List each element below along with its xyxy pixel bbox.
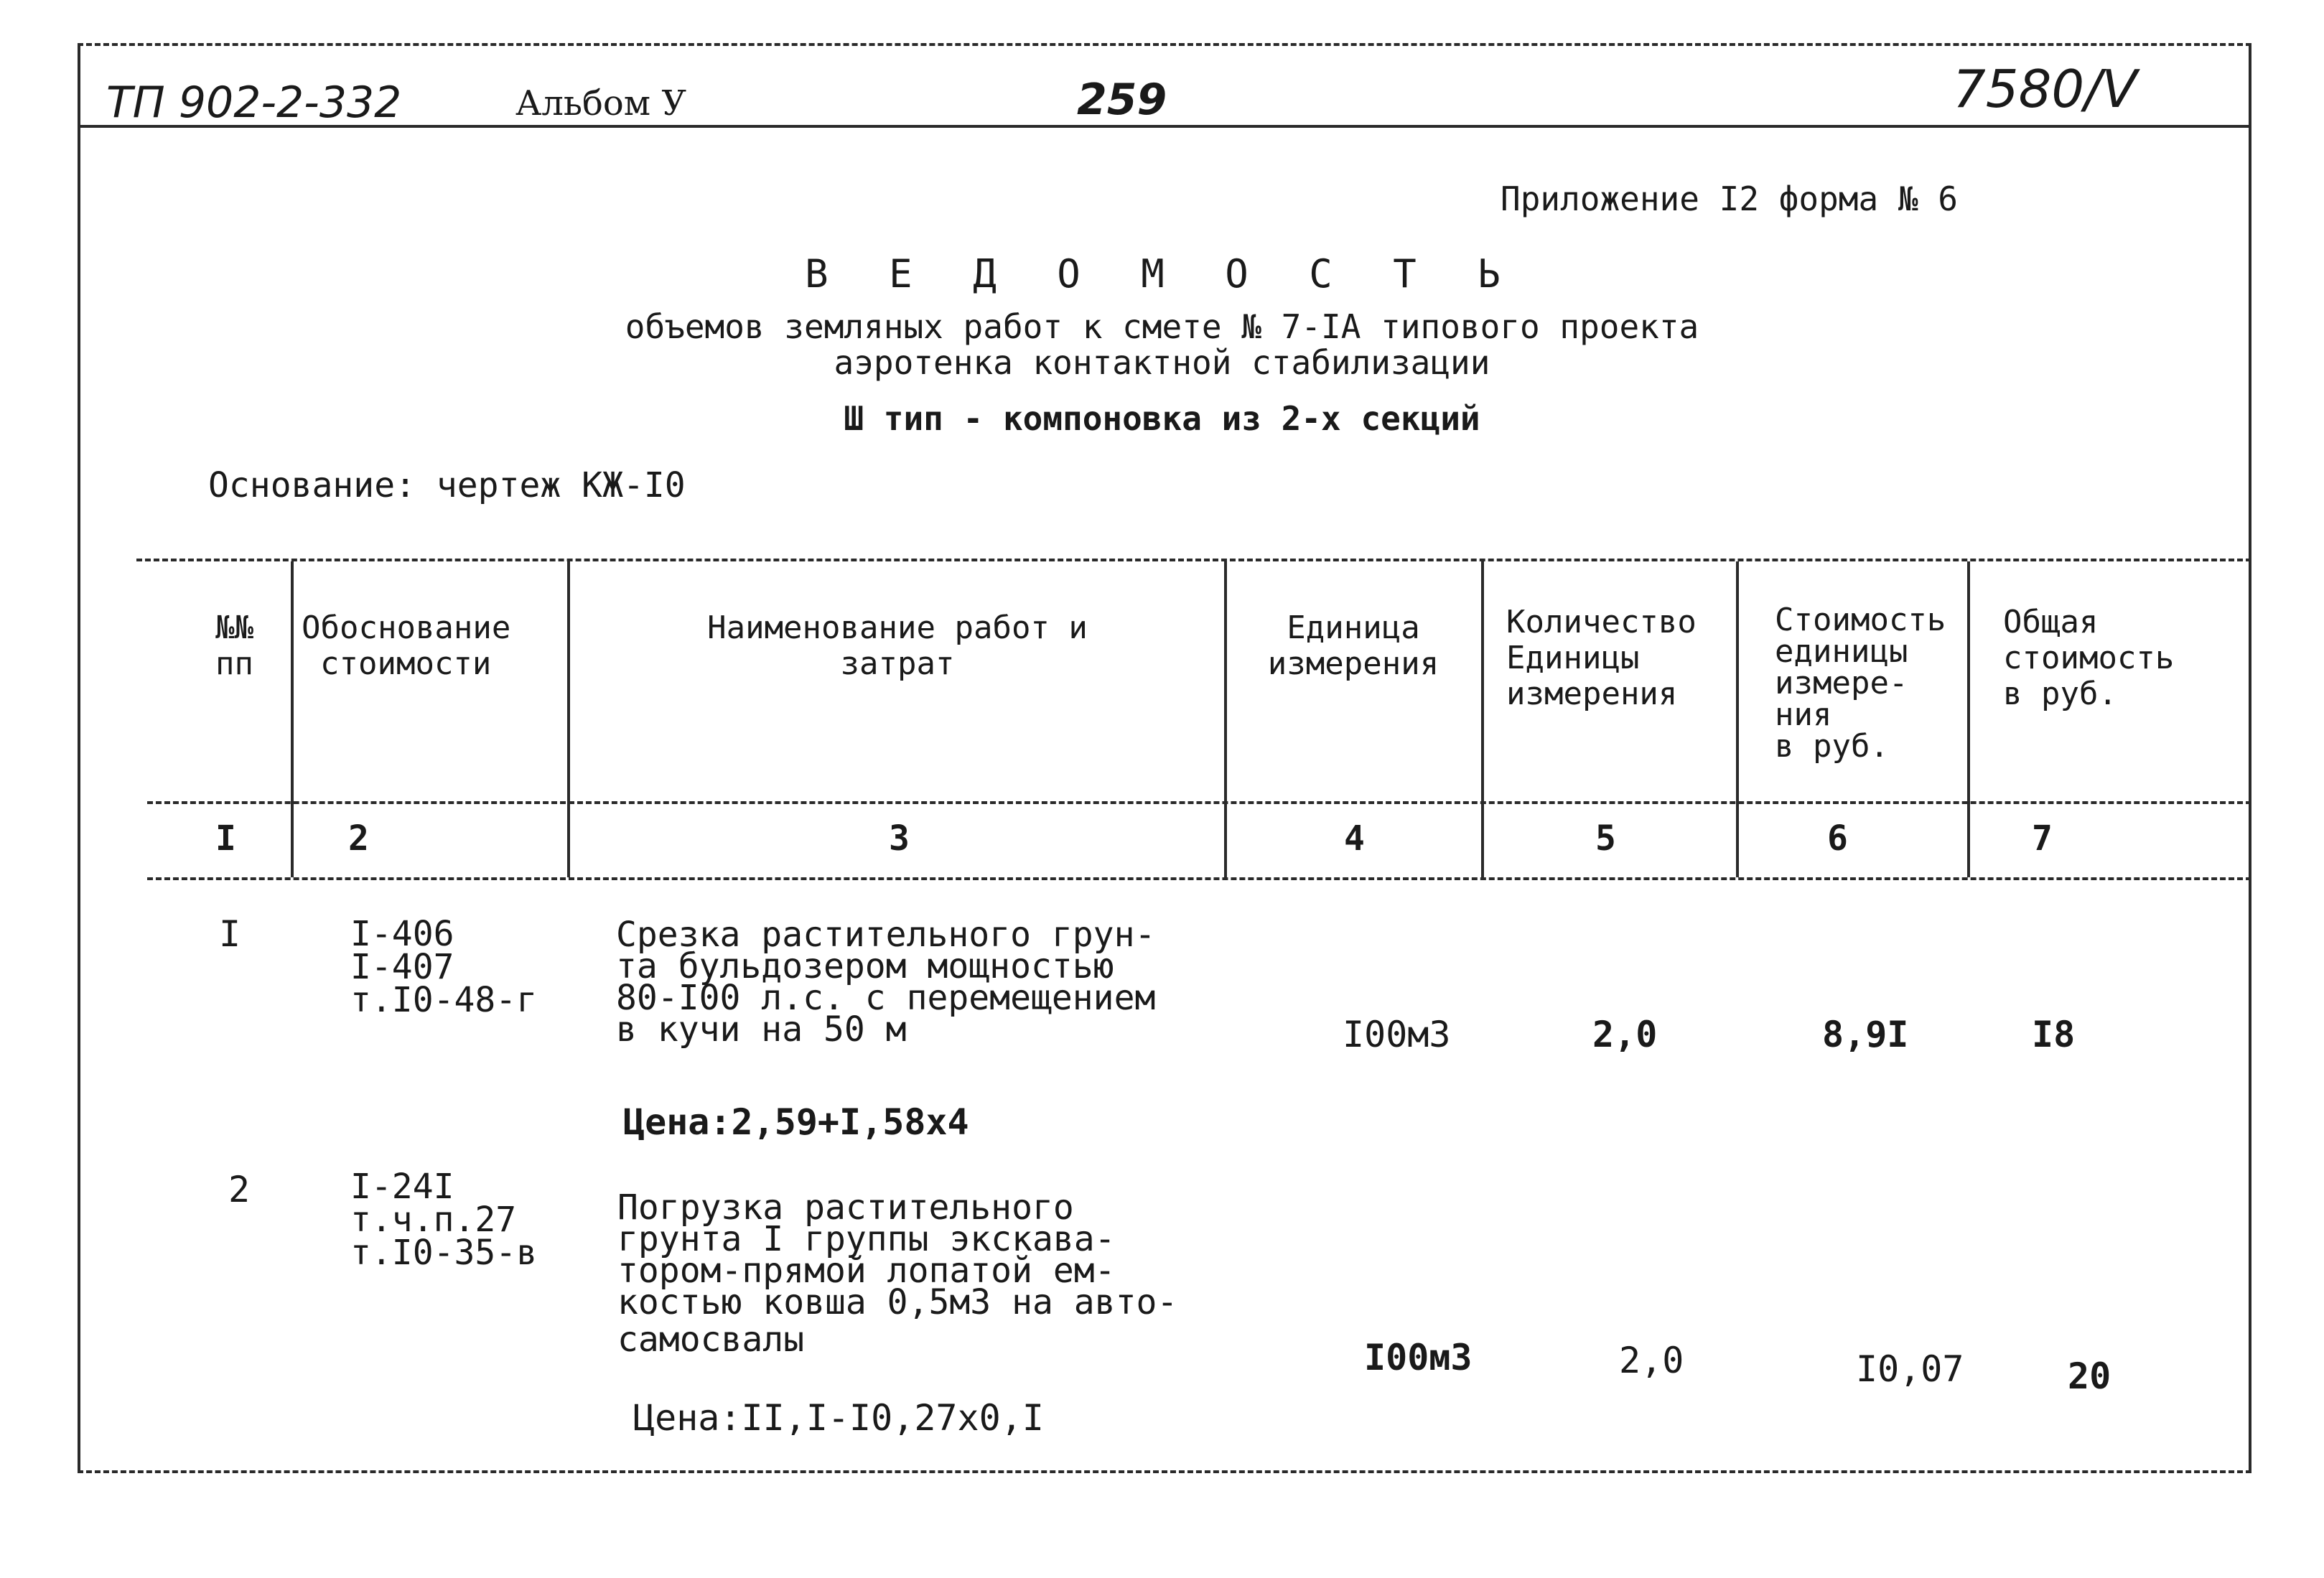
- basis-line: т.ч.п.27: [350, 1200, 517, 1240]
- row-2-quantity: 2,0: [1619, 1340, 1684, 1381]
- row-1-price-note: Цена:2,59+I,58х4: [623, 1101, 969, 1143]
- name-line: Погрузка растительного: [617, 1187, 1074, 1228]
- table-header-rule: [147, 801, 2251, 804]
- col-number: 4: [1344, 818, 1365, 859]
- header-line: в руб.: [1775, 728, 1889, 765]
- header-line: Количество: [1506, 604, 1697, 640]
- header-line: пп: [215, 645, 253, 682]
- header-col-7: [2003, 604, 2174, 712]
- row-1-unit-cost: 8,9I: [1822, 1014, 1909, 1055]
- header-line: единицы: [1775, 633, 1908, 670]
- col-number: 7: [2032, 818, 2053, 859]
- header-col-6: [1775, 602, 1946, 765]
- col-divider-6: [1967, 561, 1970, 877]
- header-col-3: [574, 610, 1221, 682]
- row-2-price-note: Цена:II,I-I0,27х0,I: [633, 1397, 1044, 1439]
- header-col-1: [215, 610, 253, 682]
- col-divider-5: [1736, 561, 1739, 877]
- basis-line: т.I0-35-в: [350, 1233, 538, 1273]
- name-line: в кучи на 50 м: [616, 1009, 907, 1050]
- header-line: измерения: [1267, 645, 1439, 682]
- col-divider-3: [1224, 561, 1227, 877]
- header-line: стоимости: [320, 645, 492, 682]
- row-1-basis: [350, 914, 538, 1020]
- row-2-unit: I00м3: [1364, 1337, 1473, 1378]
- table-colnum-rule: [147, 877, 2251, 880]
- header-divider: [78, 125, 2251, 128]
- header-line: Единицы: [1506, 640, 1640, 676]
- col-number: 3: [889, 818, 910, 859]
- basis-line: I-407: [350, 947, 454, 987]
- name-line: грунта I группы экскава-: [617, 1219, 1116, 1259]
- document-number: 7580/V: [1953, 59, 2137, 119]
- header-line: ния: [1775, 696, 1832, 733]
- header-line: стоимость: [2003, 640, 2175, 676]
- name-line: самосвалы: [617, 1320, 805, 1360]
- row-2-unit-cost: I0,07: [1856, 1348, 1964, 1390]
- row-2-total: 20: [2068, 1355, 2111, 1397]
- album-label: Альбом У: [515, 83, 687, 123]
- col-divider-2: [567, 561, 570, 877]
- header-line: №№: [215, 610, 253, 646]
- header-line: Наименование работ и: [707, 610, 1088, 646]
- col-divider-1: [291, 561, 294, 877]
- basis-label: Основание: чертеж КЖ-I0: [208, 465, 686, 505]
- header-line: Обоснование: [302, 610, 511, 646]
- col-number: 6: [1827, 818, 1848, 859]
- subtitle-line-1: объемов земляных работ к смете № 7-IA типового проекта: [625, 307, 1699, 346]
- page-number: 259: [1077, 75, 1167, 125]
- header-col-2: [302, 610, 510, 682]
- header-line: измерения: [1506, 676, 1678, 712]
- row-1-total: I8: [2032, 1014, 2076, 1055]
- row-2-basis: [350, 1167, 538, 1273]
- col-number: 5: [1595, 818, 1616, 859]
- sheet-code: ТП 902-2-332: [106, 78, 402, 128]
- header-line: в руб.: [2003, 676, 2117, 712]
- header-line: затрат: [840, 645, 955, 682]
- col-number: 2: [348, 818, 369, 859]
- row-1-work-name: [616, 915, 1156, 1050]
- basis-line: I-406: [350, 914, 454, 954]
- row-2-work-name: [617, 1187, 1178, 1360]
- name-line: костью ковша 0,5м3 на авто-: [617, 1282, 1178, 1322]
- col-number: I: [215, 818, 236, 859]
- name-line: та бульдозером мощностью: [616, 946, 1114, 986]
- header-col-4: [1228, 610, 1479, 682]
- name-line: 80-I00 л.с. с перемещением: [616, 978, 1156, 1018]
- table-top-rule: [136, 559, 2251, 561]
- appendix-label: Приложение I2 форма № 6: [1501, 179, 1958, 218]
- basis-line: т.I0-48-г: [350, 980, 538, 1020]
- header-line: Единица: [1287, 610, 1420, 646]
- subtitle-line-3: Ш тип - компоновка из 2-х секций: [844, 399, 1480, 438]
- row-1-quantity: 2,0: [1592, 1014, 1658, 1055]
- name-line: тором-прямой лопатой ем-: [617, 1251, 1116, 1291]
- row-2-number: 2: [228, 1169, 251, 1210]
- document-title: В Е Д О М О С Т Ь: [805, 251, 1519, 297]
- subtitle-line-2: аэротенка контактной стабилизации: [834, 343, 1490, 382]
- header-line: Стоимость: [1775, 602, 1946, 638]
- basis-line: I-24I: [350, 1167, 454, 1207]
- col-divider-4: [1481, 561, 1484, 877]
- header-line: измере-: [1775, 665, 1908, 701]
- name-line: Срезка растительного грун-: [616, 915, 1156, 955]
- row-1-number: I: [219, 913, 241, 955]
- row-1-unit: I00м3: [1343, 1014, 1451, 1055]
- header-col-5: [1506, 604, 1697, 712]
- header-line: Общая: [2003, 604, 2099, 640]
